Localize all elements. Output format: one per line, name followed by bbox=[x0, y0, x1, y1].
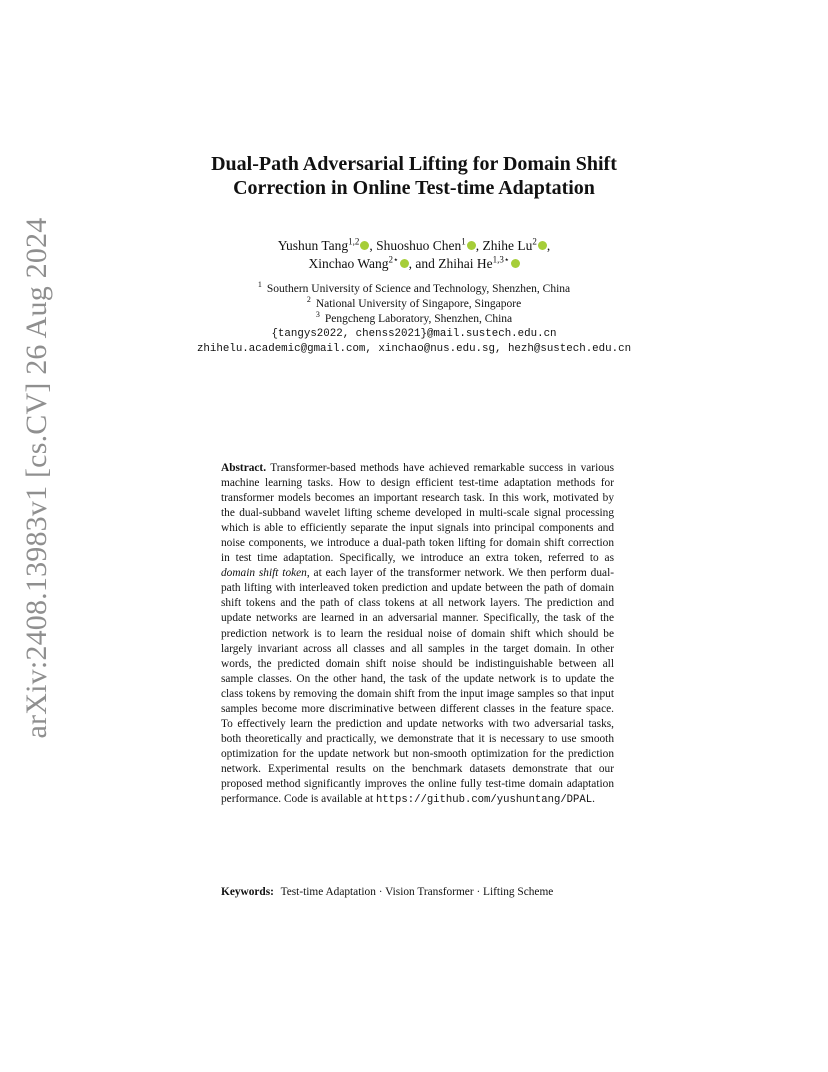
author-affiliation: 1,3⋆ bbox=[492, 254, 510, 265]
author-line-2: Xinchao Wang$^{2⋆}$ , and Zhihai $He^{1,3⋆}$ bbox=[150, 255, 678, 273]
email-line-2[interactable]: zhihelu.academic@gmail.com, xinchao@nus.edu.sg, hezh@sustech.edu.cn bbox=[196, 343, 632, 355]
author-name: Zhihai He bbox=[438, 256, 493, 271]
orcid-icon[interactable] bbox=[511, 259, 520, 268]
author-affiliation: 2⋆ bbox=[388, 254, 399, 265]
abstract-end: . bbox=[592, 793, 595, 806]
keywords-heading: Keywords: bbox=[221, 886, 274, 898]
abstract-emphasis: domain shift token bbox=[221, 567, 307, 580]
affiliations bbox=[150, 282, 678, 357]
orcid-icon[interactable] bbox=[467, 241, 476, 250]
keywords-text: Test-time Adaptation · Vision Transformer · Lifting Scheme bbox=[280, 886, 554, 898]
title-line-2: Correction in Online Test-time Adaptation bbox=[233, 177, 595, 199]
author-affiliation: 1 bbox=[461, 236, 466, 247]
affiliation-line: $^1$ Southern University of Science and Technology, Shenzhen, China bbox=[257, 280, 571, 295]
author-and: and bbox=[415, 256, 435, 271]
author-line-1: Yushun Tang$^{1,2}$ , Shuoshuo Chen$^1$ , Zhihe Lu$^2$ , bbox=[277, 236, 551, 253]
abstract-text: Transformer-based methods have achieved remarkable success in various machine learning tasks. How to design efficient test-time adaptation methods for transformer models becomes an important research task. In this work, motivated by the dual-subband wavelet lifting scheme developed in multi-scale signal processing which is able to efficiently separate the input signals into principal components and noise components, we introduce a dual-path token lifting for domain shift correction in test time adaptation. Specifically, we introduce an extra token, referred to as bbox=[221, 462, 614, 565]
keywords bbox=[221, 885, 614, 900]
author-affiliation: 2 bbox=[532, 236, 537, 247]
affiliation-line: $^2$ National University of Singapore, Singapore bbox=[306, 295, 522, 310]
email-line-1[interactable]: {tangys2022, chenss2021}@mail.sustech.edu.cn bbox=[271, 328, 557, 340]
author-name: Shuoshuo Chen bbox=[376, 238, 462, 253]
orcid-icon[interactable] bbox=[360, 241, 369, 250]
abstract-heading: Abstract. bbox=[221, 462, 267, 474]
abstract-text: , at each layer of the transformer network. We then perform dual-path lifting with interleaved token prediction and update between the path of domain shift tokens and the path of class tokens at all network layers. The prediction and update networks are learned in an adversarial manner. Specifically, the task of the prediction network is to learn the residual noise of domain shift which should be largely invariant across all classes and all samples in the target domain. In other words, the predicted domain shift noise should be indistinguishable between all sample classes. On the other hand, the task of the update network is to update the class tokens by removing the domain shift from the input image samples so that input samples become more discriminative between different classes in the feature space. To effectively learn the prediction and update networks with two adversarial tasks, both theoretically and practically, we demonstrate that it is necessary to use smooth optimization for the update network but non-smooth optimization for the prediction network. Experimental results on the benchmark datasets demonstrate that our proposed method significantly improves the online fully test-time domain adaptation performance. Code is available at bbox=[221, 567, 614, 806]
author-name: Zhihe Lu bbox=[482, 238, 533, 253]
code-link[interactable]: https://github.com/yushuntang/DPAL bbox=[375, 794, 593, 807]
orcid-icon[interactable] bbox=[538, 241, 547, 250]
orcid-icon[interactable] bbox=[400, 259, 409, 268]
author-name: Yushun Tang bbox=[277, 238, 349, 253]
abstract bbox=[221, 461, 614, 808]
paper-title bbox=[150, 152, 678, 200]
title-line-1: Dual-Path Adversarial Lifting for Domain Shift bbox=[211, 153, 617, 175]
affiliation-line: $^3$ Pengcheng Laboratory, Shenzhen, China bbox=[315, 310, 513, 325]
arxiv-identifier: arXiv:2408.13983v1 [cs.CV] 26 Aug 2024 bbox=[20, 217, 53, 739]
author-affiliation: 1,2 bbox=[348, 236, 360, 247]
author-list bbox=[150, 237, 678, 273]
author-name: Xinchao Wang bbox=[308, 256, 389, 271]
